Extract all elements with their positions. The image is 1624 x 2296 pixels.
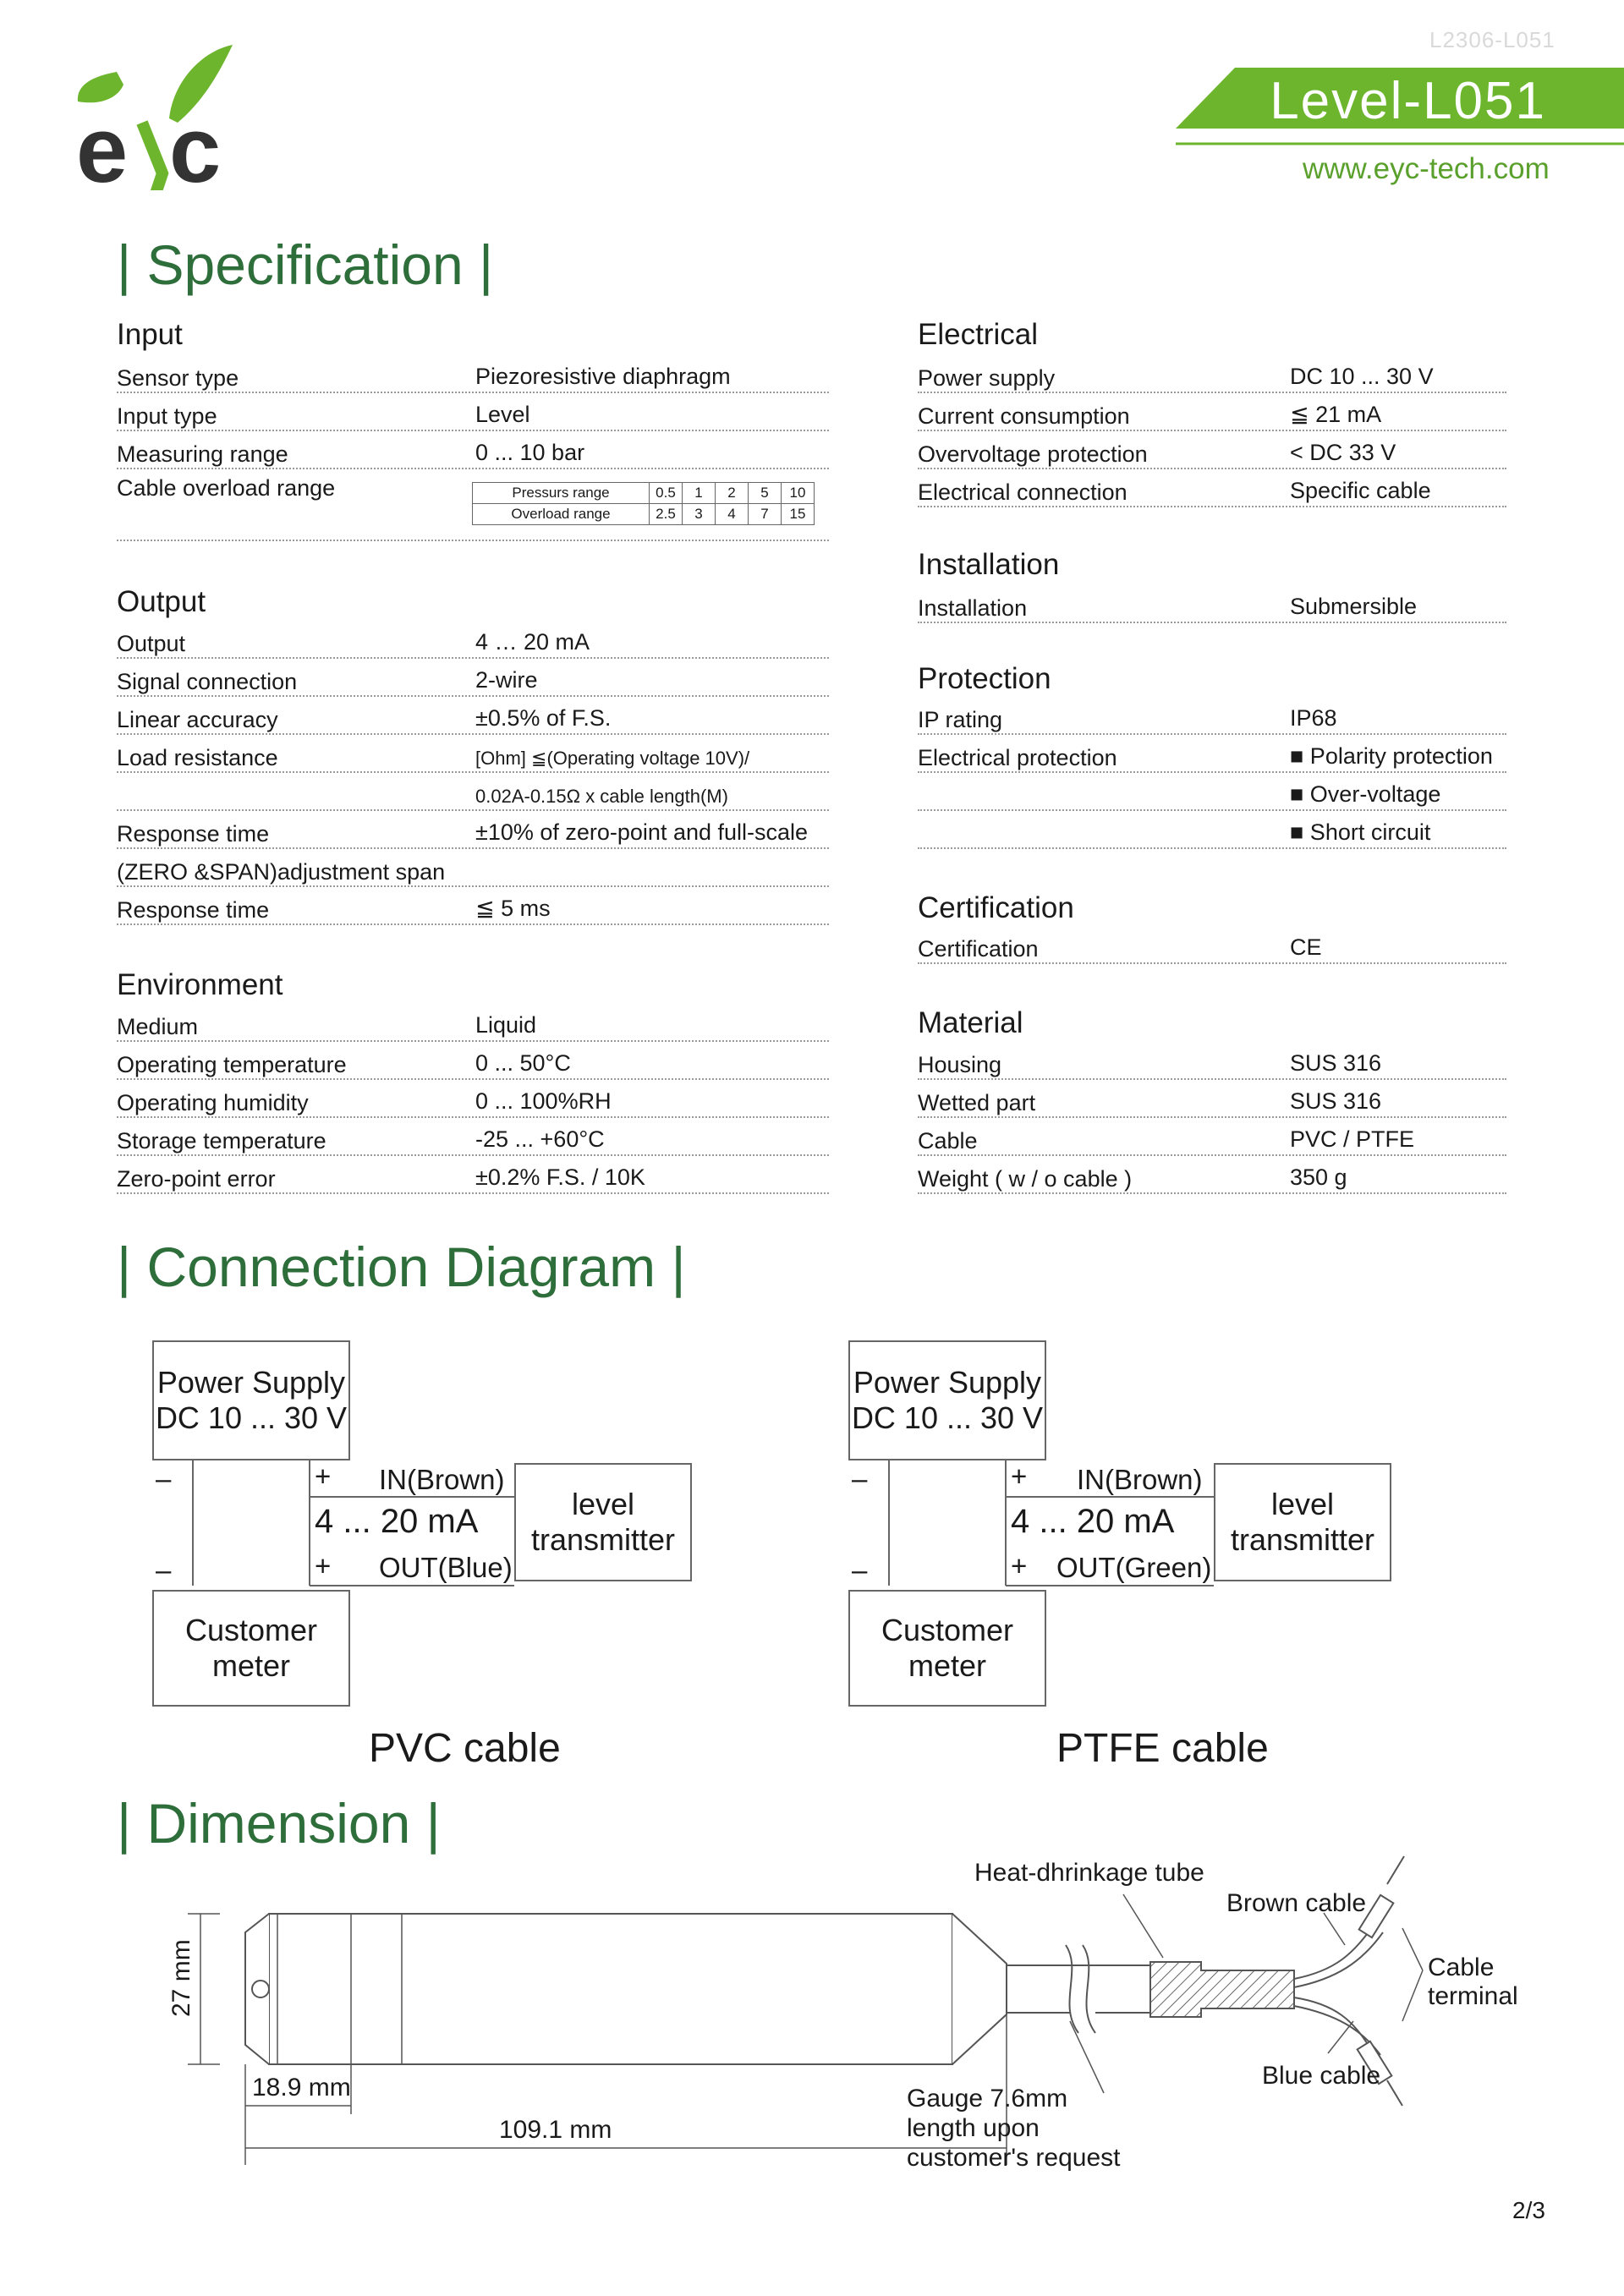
- minus-sign: –: [156, 1554, 172, 1586]
- spec-label: Input type: [117, 403, 217, 429]
- meter-label: meter: [211, 1648, 290, 1683]
- spec-row: [918, 353, 1506, 393]
- material-group-title: Material: [918, 1006, 1023, 1039]
- dimension-drawing: [152, 1852, 1539, 2190]
- spec-label: Response time: [117, 821, 270, 847]
- spec-label: (ZERO &SPAN)adjustment span: [117, 859, 446, 885]
- minus-sign: –: [156, 1463, 172, 1494]
- terminal-label-line: Cable: [1428, 1954, 1495, 1981]
- spec-label: Electrical connection: [918, 479, 1127, 505]
- spec-label: Power supply: [918, 365, 1056, 391]
- overload-cell: 3: [683, 504, 716, 525]
- spec-label: Load resistance: [117, 745, 278, 770]
- current-label: 4 ... 20 mA: [315, 1503, 479, 1540]
- spec-row: [117, 809, 829, 849]
- spec-label: Storage temperature: [117, 1128, 326, 1153]
- gauge-label-line: Gauge 7.6mm: [907, 2085, 1068, 2112]
- spec-label: IP rating: [918, 707, 1003, 732]
- power-supply-voltage: DC 10 ... 30 V: [851, 1400, 1044, 1435]
- cap-length-label: 18.9 mm: [252, 2074, 351, 2101]
- spec-value: SUS 316: [1290, 1088, 1382, 1114]
- power-supply-label: Power Supply: [156, 1365, 346, 1400]
- overload-cell: 2: [716, 483, 749, 504]
- spec-value: CE: [1290, 934, 1322, 960]
- overload-table-header: Pressurs range: [473, 483, 650, 504]
- terminal-label-line: terminal: [1428, 1982, 1518, 2010]
- spec-value: ±10% of zero-point and full-scale: [475, 819, 809, 845]
- dimension-title: | Dimension |: [117, 1792, 441, 1855]
- spec-value: ■ Short circuit: [1290, 819, 1431, 845]
- certification-group-title: Certification: [918, 891, 1074, 924]
- overload-cell: 1: [683, 483, 716, 504]
- spec-value: ≦ 21 mA: [1290, 402, 1382, 427]
- spec-value: SUS 316: [1290, 1050, 1382, 1076]
- spec-row: [918, 809, 1506, 849]
- spec-row: [117, 847, 829, 887]
- spec-row: [117, 1116, 829, 1156]
- spec-value: 2-wire: [475, 667, 538, 693]
- spec-row: [918, 924, 1506, 964]
- overload-table-header: Overload range: [473, 504, 650, 525]
- heat-shrink-label: Heat-dhrinkage tube: [974, 1859, 1204, 1887]
- spec-row: [918, 695, 1506, 735]
- spec-value: ±0.2% F.S. / 10K: [475, 1164, 645, 1190]
- spec-label: Housing: [918, 1052, 1002, 1077]
- spec-value: PVC / PTFE: [1290, 1126, 1415, 1152]
- gauge-label: [907, 2084, 1121, 2173]
- input-group-title: Input: [117, 318, 183, 351]
- spec-label: Weight ( w / o cable ): [918, 1166, 1133, 1192]
- overload-cell: 5: [749, 483, 782, 504]
- plus-sign: +: [1011, 1550, 1028, 1581]
- spec-label: Sensor type: [117, 365, 239, 391]
- out-wire-label: OUT(Blue): [379, 1552, 513, 1583]
- electrical-group-title: Electrical: [918, 318, 1038, 351]
- meter-label: Customer: [184, 1613, 318, 1647]
- svg-text:c: c: [169, 98, 222, 190]
- spec-row: [918, 392, 1506, 431]
- cable-terminal-label: [1428, 1954, 1518, 2011]
- out-wire-label: OUT(Green): [1056, 1552, 1212, 1583]
- svg-text:e: e: [76, 98, 129, 190]
- overload-cell: 0.5: [650, 483, 683, 504]
- spec-value: ±0.5% of F.S.: [475, 705, 612, 731]
- spec-value: Level: [475, 402, 530, 427]
- spec-value: DC 10 ... 30 V: [1290, 364, 1434, 389]
- spec-row: [117, 771, 829, 811]
- spec-value: ≦ 5 ms: [475, 896, 551, 921]
- spec-row: [117, 619, 829, 659]
- spec-value: Submersible: [1290, 594, 1418, 619]
- spec-row: [918, 771, 1506, 811]
- spec-value: 0 ... 50°C: [475, 1050, 571, 1076]
- spec-row: [918, 584, 1506, 623]
- diagram-caption: PTFE cable: [1056, 1726, 1269, 1771]
- in-wire-label: IN(Brown): [379, 1464, 505, 1495]
- spec-value: -25 ... +60°C: [475, 1126, 605, 1152]
- spec-label: Current consumption: [918, 403, 1130, 429]
- customer-meter-box: [152, 1590, 350, 1707]
- meter-label: meter: [908, 1648, 986, 1683]
- spec-row: [117, 1040, 829, 1080]
- spec-label: Cable: [918, 1128, 978, 1153]
- installation-group-title: Installation: [918, 548, 1060, 581]
- spec-value: [Ohm] ≦(Operating voltage 10V)/: [475, 748, 750, 769]
- brown-cable-label: Brown cable: [1226, 1889, 1367, 1917]
- page-number: 2/3: [1512, 2197, 1545, 2223]
- specification-title: | Specification |: [117, 233, 494, 296]
- plus-sign: +: [315, 1550, 332, 1581]
- connection-diagram-ptfe: [848, 1340, 1424, 1771]
- spec-label: Operating temperature: [117, 1052, 347, 1077]
- product-banner: [1176, 68, 1624, 134]
- spec-row: [117, 353, 829, 393]
- transmitter-label: level: [571, 1487, 635, 1521]
- spec-label: Electrical protection: [918, 745, 1117, 770]
- spec-label: Measuring range: [117, 441, 288, 467]
- spec-label: Medium: [117, 1014, 199, 1039]
- spec-row: [918, 1154, 1506, 1194]
- connection-diagram-pvc: [152, 1340, 727, 1771]
- spec-row: [117, 885, 829, 925]
- power-supply-box: [848, 1340, 1046, 1460]
- diameter-label: 27 mm: [167, 1939, 195, 2017]
- product-name: Level-L051: [1270, 72, 1546, 130]
- spec-row: [117, 1078, 829, 1118]
- protection-group-title: Protection: [918, 662, 1051, 695]
- spec-value: Piezoresistive diaphragm: [475, 364, 731, 389]
- spec-row: [117, 1002, 829, 1042]
- power-supply-label: Power Supply: [853, 1365, 1042, 1400]
- spec-row: [918, 1078, 1506, 1118]
- blue-cable-label: Blue cable: [1262, 2062, 1381, 2090]
- spec-label: Overvoltage protection: [918, 441, 1148, 467]
- spec-row: [918, 430, 1506, 469]
- spec-row: [918, 1040, 1506, 1080]
- overload-cell: 7: [749, 504, 782, 525]
- spec-row: [117, 392, 829, 431]
- level-transmitter-box: [1214, 1463, 1391, 1581]
- spec-value: < DC 33 V: [1290, 440, 1396, 465]
- spec-label: Wetted part: [918, 1090, 1036, 1115]
- spec-row: [918, 468, 1506, 507]
- overload-cell: 10: [782, 483, 815, 504]
- gauge-label-line: length upon: [907, 2114, 1040, 2142]
- spec-value: 0 ... 100%RH: [475, 1088, 612, 1114]
- spec-row: [117, 1154, 829, 1194]
- in-wire-label: IN(Brown): [1077, 1464, 1203, 1495]
- transmitter-label: transmitter: [1230, 1522, 1375, 1557]
- transmitter-label: transmitter: [530, 1522, 676, 1557]
- total-length-label: 109.1 mm: [499, 2116, 612, 2144]
- spec-row: [918, 1116, 1506, 1156]
- spec-value: ■ Over-voltage: [1290, 781, 1441, 807]
- spec-value: ■ Polarity protection: [1290, 743, 1493, 769]
- spec-value: 0.02A-0.15Ω x cable length(M): [475, 786, 728, 807]
- spec-label: Signal connection: [117, 669, 298, 694]
- spec-value: 350 g: [1290, 1164, 1347, 1190]
- transmitter-label: level: [1270, 1487, 1335, 1521]
- minus-sign: –: [852, 1463, 868, 1494]
- spec-value: IP68: [1290, 705, 1337, 731]
- spec-row: [117, 430, 829, 469]
- power-supply-voltage: DC 10 ... 30 V: [155, 1400, 348, 1435]
- spec-label: Installation: [918, 595, 1028, 621]
- overload-cell: 15: [782, 504, 815, 525]
- spec-value: 4 … 20 mA: [475, 629, 590, 655]
- spec-label: Response time: [117, 897, 270, 923]
- current-label: 4 ... 20 mA: [1011, 1503, 1175, 1540]
- connection-diagram-title: | Connection Diagram |: [117, 1236, 686, 1298]
- spec-row: [117, 695, 829, 735]
- power-supply-box: [152, 1340, 350, 1460]
- divider: [117, 540, 829, 541]
- gauge-label-line: customer's request: [907, 2144, 1121, 2172]
- meter-label: Customer: [881, 1613, 1014, 1647]
- spec-label: Output: [117, 631, 186, 656]
- overload-cell: 4: [716, 504, 749, 525]
- eyc-logo: [68, 38, 245, 190]
- document-code: L2306-L051: [1429, 27, 1555, 52]
- output-group-title: Output: [117, 585, 206, 618]
- spec-label: Cable overload range: [117, 475, 336, 501]
- diagram-caption: PVC cable: [369, 1726, 561, 1771]
- spec-label: Operating humidity: [117, 1090, 309, 1115]
- spec-label: Zero-point error: [117, 1166, 276, 1192]
- spec-value: Specific cable: [1290, 478, 1431, 503]
- environment-group-title: Environment: [117, 968, 283, 1001]
- spec-value: Liquid: [475, 1012, 537, 1038]
- overload-table: [472, 482, 815, 525]
- spec-row: [918, 733, 1506, 773]
- spec-row: [117, 733, 829, 773]
- minus-sign: –: [852, 1554, 868, 1586]
- overload-cell: 2.5: [650, 504, 683, 525]
- spec-value: 0 ... 10 bar: [475, 440, 585, 465]
- level-transmitter-box: [514, 1463, 692, 1581]
- website-link[interactable]: www.eyc-tech.com: [1303, 152, 1550, 185]
- spec-row: [117, 657, 829, 697]
- plus-sign: +: [315, 1460, 332, 1492]
- spec-label: Certification: [918, 936, 1039, 962]
- customer-meter-box: [848, 1590, 1046, 1707]
- plus-sign: +: [1011, 1460, 1028, 1492]
- spec-label: Linear accuracy: [117, 707, 278, 732]
